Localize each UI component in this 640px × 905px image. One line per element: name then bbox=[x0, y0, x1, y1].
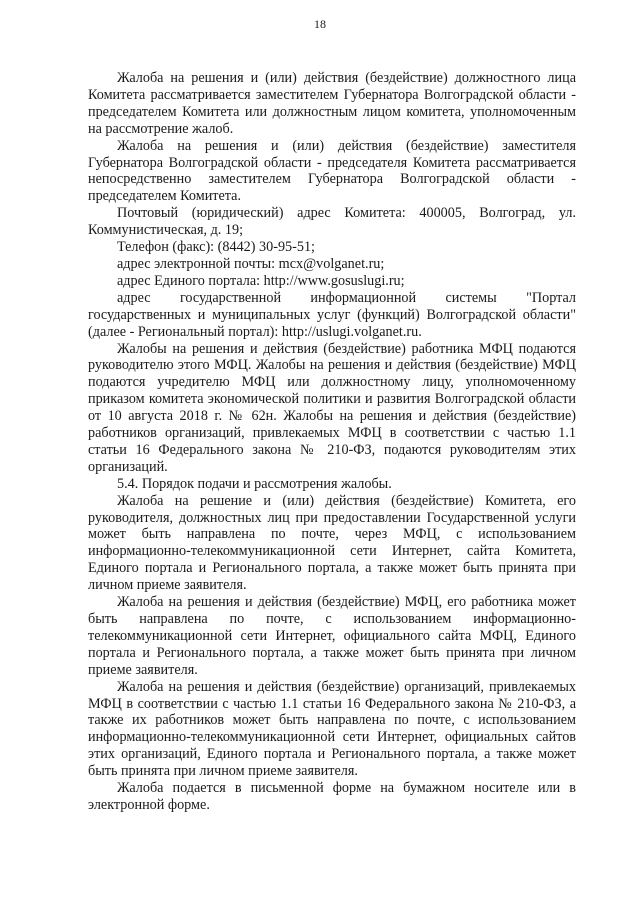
paragraph-deputy-governor-complaint: Жалоба на решения и (или) действия (бездействие) заместителя Губернатора Волгоградской области - председателя Комитета рассматривается непосредственно заместителем Губернатора Волгоградской области - председателем Комитета. bbox=[88, 137, 576, 205]
paragraph-mfc-complaint-channels: Жалоба на решения и действия (бездействие) МФЦ, его работника может быть направлена по почте, с использованием информационно-телекоммуникационной сети Интернет, официального сайта МФЦ, Единого портала и Регионального портала, а также может быть принята при личном приеме заявителя. bbox=[88, 594, 576, 678]
paragraph-official-complaint: Жалоба на решения и (или) действия (бездействие) должностного лица Комитета рассматривается заместителем Губернатора Волгоградской области - председателем Комитета или должностным лицом комитета, уполномоченным на рассмотрение жалоб. bbox=[88, 70, 576, 137]
paragraph-complaint-form: Жалоба подается в письменной форме на бумажном носителе или в электронной форме. bbox=[88, 780, 576, 813]
paragraph-organizations-complaint-channels: Жалоба на решения и действия (бездействие) организаций, привлекаемых МФЦ в соответствии с частью 1.1 статьи 16 Федерального закона № 210-ФЗ, а также их работников может быть направлена по почте, с использованием информационно-телекоммуникационной сети Интернет, официальных сайтов этих организаций, Единого портала и Регионального портала, а также может быть принята при личном приеме заявителя. bbox=[88, 678, 576, 780]
paragraph-regional-portal: адрес государственной информационной системы "Портал государственных и муниципальных услуг (функций) Волгоградской области" (далее - Региональный портал): http://uslugi.volganet.ru. bbox=[88, 289, 576, 340]
paragraph-phone: Телефон (факс): (8442) 30-95-51; bbox=[117, 239, 315, 256]
document-body bbox=[88, 70, 576, 814]
paragraph-email: адрес электронной почты: mcx@volganet.ru; bbox=[117, 255, 385, 272]
paragraph-postal-address: Почтовый (юридический) адрес Комитета: 400005, Волгоград, ул. Коммунистическая, д. 19; bbox=[88, 205, 576, 239]
paragraph-mfc-complaints: Жалобы на решения и действия (бездействие) работника МФЦ подаются руководителю этого МФЦ. Жалобы на решения и действия (бездействие) МФЦ подаются учредителю МФЦ или должностному лицу, уполномоченному приказом комитета экономической политики и развития Волгоградской области от 10 августа 2018 г. № 62н. Жалобы на решения и действия (бездействие) работников организаций, привлекаемых МФЦ в соответствии с частью 1.1 статьи 16 Федерального закона № 210-ФЗ, подаются руководителям этих организаций. bbox=[88, 340, 576, 475]
section-heading-5-4: 5.4. Порядок подачи и рассмотрения жалобы. bbox=[117, 475, 392, 492]
paragraph-unified-portal: адрес Единого портала: http://www.gosuslugi.ru; bbox=[117, 272, 405, 289]
paragraph-committee-complaint-channels: Жалоба на решение и (или) действия (бездействие) Комитета, его руководителя, должностных лиц при предоставлении Государственной услуги может быть направлена по почте, через МФЦ, с использованием информационно-телекоммуникационной сети Интернет, сайта Комитета, Единого портала и Регионального портала, а также может быть принята при личном приеме заявителя. bbox=[88, 492, 576, 594]
page-number: 18 bbox=[314, 17, 326, 31]
